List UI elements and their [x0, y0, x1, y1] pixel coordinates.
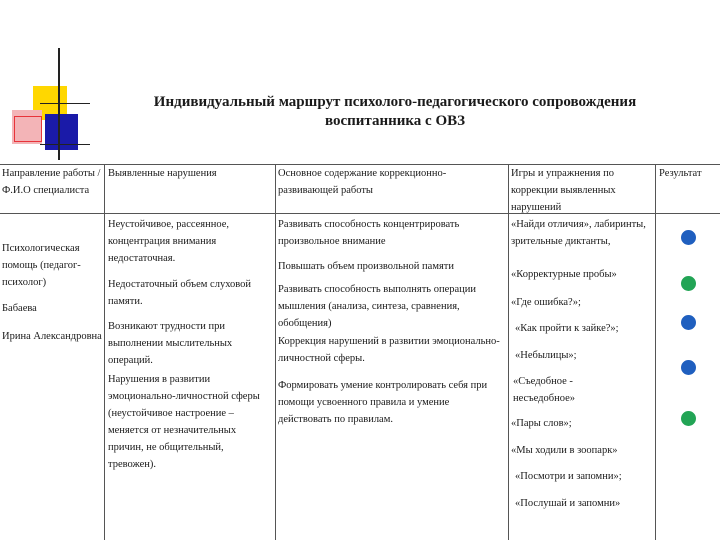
specialist-surname: Бабаева: [2, 303, 37, 314]
violation-item: Неустойчивое, рассеянное, концентрация внимания недостаточная.: [108, 219, 230, 264]
game-item: «Посмотри и запомни»;: [515, 471, 622, 482]
decor-horizontal-line-2: [40, 144, 90, 145]
header-result: Результат: [659, 168, 702, 179]
content-item: Формировать умение контролировать себя при помощи усвоенного правила и умение действовать по правилам.: [278, 380, 488, 425]
result-dot: [681, 276, 696, 291]
result-dot: [681, 315, 696, 330]
violation-item: Возникают трудности при выполнении мыслительных операций.: [108, 321, 233, 366]
direction-type: Психологическая помощь (педагог-психолог): [2, 243, 81, 288]
page-title: [95, 93, 695, 131]
game-item: «Пары слов»;: [511, 418, 572, 429]
content-item: Развивать способность выполнять операции мышления (анализа, синтеза, сравнения, обобщения): [278, 284, 477, 329]
header-games: Игры и упражнения по коррекции выявленных нарушений: [511, 168, 616, 213]
game-item: «Корректурные пробы»: [511, 269, 617, 280]
specialist-name: Ирина Александровна: [2, 331, 102, 342]
game-item: «Найди отличия», лабиринты, зрительные диктанты,: [511, 219, 646, 247]
violation-item: Недостаточный объем слуховой памяти.: [108, 279, 252, 307]
col-divider-3: [508, 164, 509, 540]
content-item: Коррекция нарушений в развитии эмоционально-личностной сферы.: [278, 336, 500, 364]
content-item: Повышать объем произвольной памяти: [278, 261, 454, 272]
game-item: «Съедобное - несъедобное»: [513, 376, 575, 404]
header-direction: Направление работы / Ф.И.О специалиста: [2, 168, 101, 196]
col-divider-4: [655, 164, 656, 540]
game-item: «Как пройти к зайке?»;: [515, 323, 619, 334]
result-dot: [681, 230, 696, 245]
header-content: Основное содержание коррекционно-развивающей работы: [278, 168, 447, 196]
col-divider-2: [275, 164, 276, 540]
content-item: Развивать способность концентрировать произвольное внимание: [278, 219, 460, 247]
header-violations: Выявленные нарушения: [108, 168, 217, 179]
violation-item: Нарушения в развитии эмоционально-личностной сферы (неустойчивое настроение – меняется от незначительных причин, не общительный, тревожен).: [108, 374, 260, 470]
decor-red-square: [14, 116, 42, 142]
col-divider-1: [104, 164, 105, 540]
decor-horizontal-line: [40, 103, 90, 104]
game-item: «Где ошибка?»;: [511, 297, 581, 308]
title-line-2: воспитанника с ОВЗ: [324, 113, 466, 129]
result-dot: [681, 411, 696, 426]
title-line-1: Индивидуальный маршрут психолого-педагогического сопровождения: [153, 94, 637, 110]
game-item: «Послушай и запомни»: [515, 498, 621, 509]
game-item: «Небылицы»;: [515, 350, 577, 361]
result-dot: [681, 360, 696, 375]
game-item: «Мы ходили в зоопарк»: [511, 445, 618, 456]
